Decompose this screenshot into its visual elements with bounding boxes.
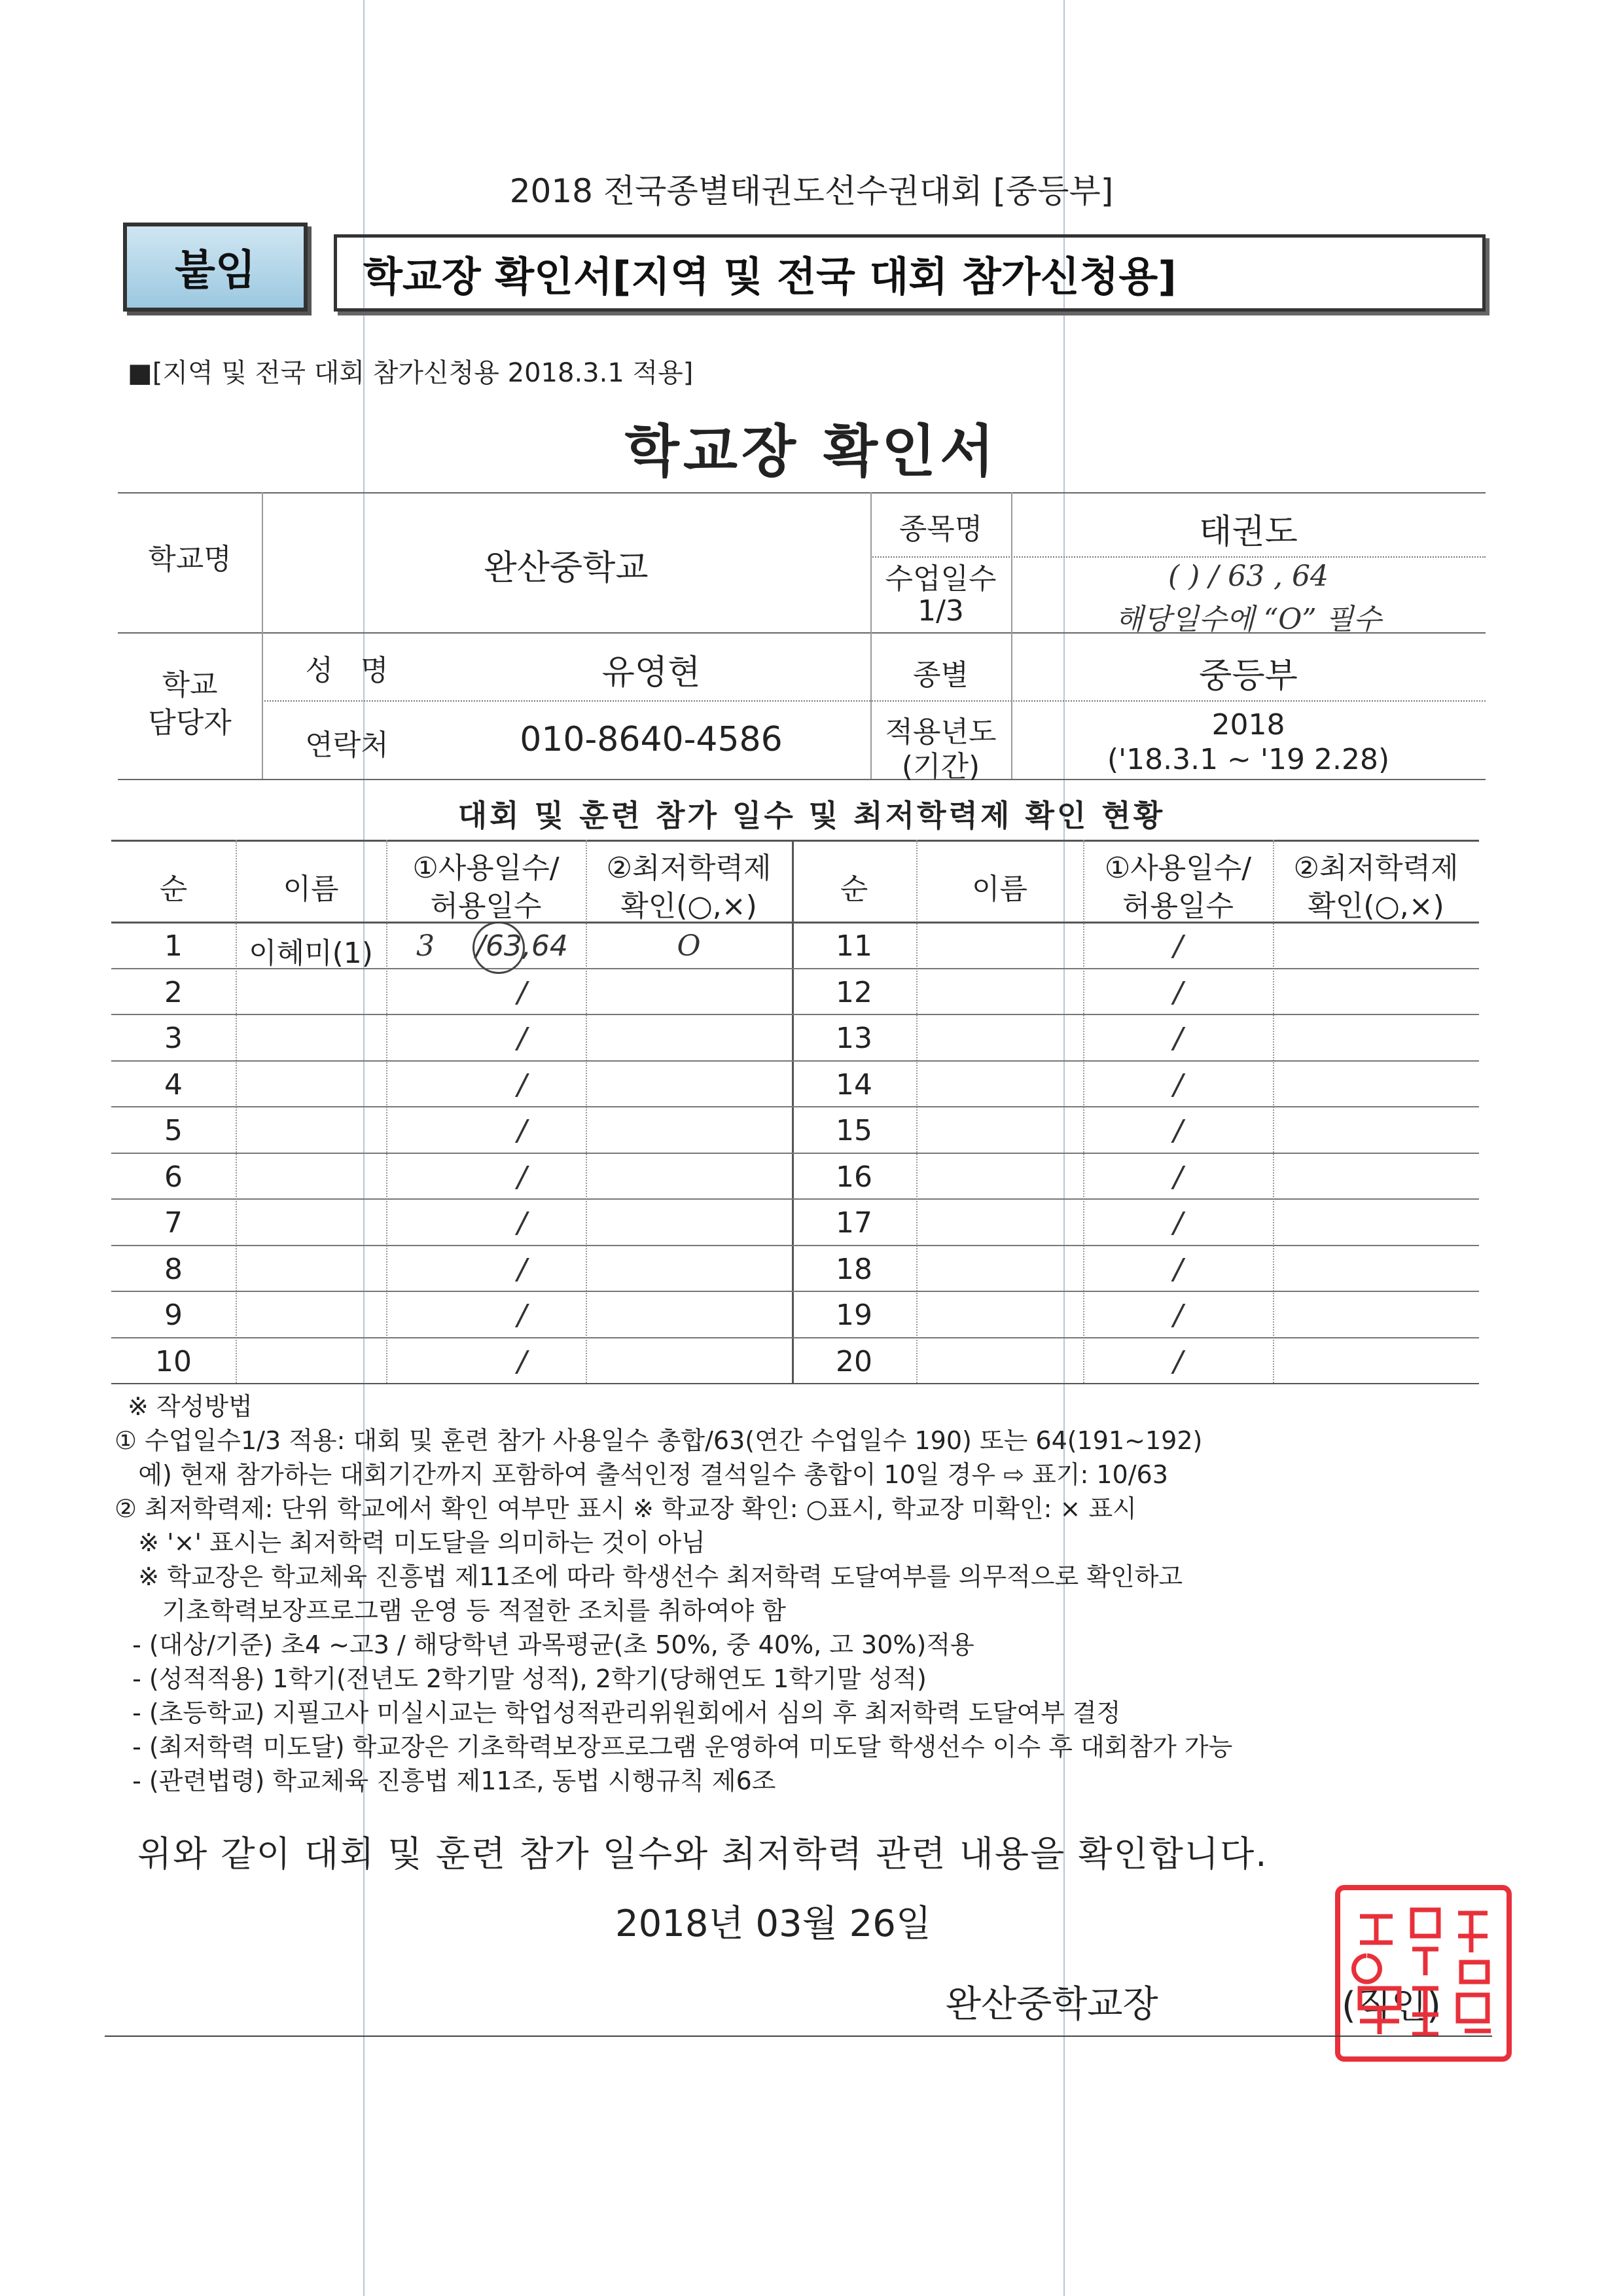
seal-pattern-icon: [1340, 1890, 1507, 2056]
row-number: 7: [164, 1206, 183, 1240]
note-line: ※ 학교장은 학교체육 진흥법 제11조에 따라 학생선수 최저학력 도달여부를 의무적으로 확인하고: [115, 1562, 1183, 1591]
min-grade-check: O: [677, 929, 701, 963]
row-number: 14: [836, 1068, 872, 1102]
col-no: 순: [159, 872, 188, 906]
row-number: 11: [836, 929, 872, 963]
note-line: - (최저학력 미도달) 학교장은 기초학력보장프로그램 운영하여 미도달 학생선수 이수 후 대회참가 가능: [124, 1732, 1233, 1761]
contact-value: 010-8640-4586: [520, 720, 783, 759]
sport-value: 태권도: [1199, 512, 1298, 552]
allowed-days: /: [1173, 1022, 1183, 1055]
allowed-days: /: [1173, 1114, 1183, 1147]
heading-text: 학교장 확인서[지역 및 전국 대회 참가신청용]: [363, 252, 1177, 300]
table-section-title: 대회 및 훈련 참가 일수 및 최저학력제 확인 현황: [457, 798, 1166, 833]
allowed-days: /: [517, 1160, 527, 1194]
name-value: 유영현: [601, 653, 701, 692]
school-label: 학교명: [148, 543, 232, 576]
year-label: 적용년도: [885, 715, 997, 749]
row-divider: [111, 1198, 1479, 1200]
col-days-right-2: 허용일수: [1122, 889, 1234, 923]
division-label: 종별: [912, 658, 969, 692]
days-label: 수업일수: [885, 562, 997, 596]
row-number: 12: [836, 976, 872, 1009]
student-name: 이혜미(1): [249, 937, 373, 970]
allowed-days: /: [1173, 1206, 1183, 1240]
sport-label: 종목명: [899, 512, 983, 546]
division-value: 중등부: [1199, 656, 1298, 696]
col-no-right: 순: [840, 872, 868, 906]
note-line: ② 최저학력제: 단위 학교에서 확인 여부만 표시 ※ 학교장 확인: ○표시, 학교장 미확인: × 표시: [115, 1494, 1137, 1523]
row-divider: [111, 1060, 1479, 1062]
row-divider: [111, 1291, 1479, 1292]
row-number: 4: [164, 1068, 183, 1102]
allowed-days: /63,64: [476, 929, 568, 963]
days-value: ( ) / 63 , 64: [1168, 560, 1329, 593]
col-check-right-2: 확인(○,×): [1308, 889, 1444, 923]
row-divider: [111, 1014, 1479, 1015]
event-title: 2018 전국종별태권도선수권대회 [중등부]: [509, 172, 1114, 210]
staff-label-2: 담당자: [148, 706, 232, 740]
note-line: - (관련법령) 학교체육 진흥법 제11조, 동법 시행규칙 제6조: [124, 1767, 776, 1795]
document-title: 학교장 확인서: [624, 419, 999, 484]
school-value: 완산중학교: [484, 548, 649, 588]
allowed-days: /: [517, 1068, 527, 1102]
row-number: 2: [164, 976, 183, 1009]
year-period: ('18.3.1 ~ '19 2.28): [1107, 743, 1390, 776]
allowed-days: /: [517, 976, 527, 1009]
row-number: 3: [164, 1022, 183, 1055]
allowed-days: /: [1173, 929, 1183, 963]
col-name-right: 이름: [971, 872, 1027, 906]
circle-mark-icon: [473, 922, 525, 974]
name-label: 성 명: [305, 654, 389, 687]
note-line: - (성적적용) 1학기(전년도 2학기말 성적), 2학기(당해연도 1학기말 성적): [124, 1664, 927, 1693]
days-note: 해당일수에 “O” 필수: [1115, 603, 1382, 636]
staff-label: 학교: [162, 668, 218, 702]
principal-name: 완산중학교장: [946, 1983, 1158, 2026]
col-days-right: ①사용일수/: [1104, 852, 1252, 885]
days-label-ratio: 1/3: [918, 594, 964, 628]
row-number: 15: [836, 1114, 872, 1147]
confirm-text: 위와 같이 대회 및 훈련 참가 일수와 최저학력 관련 내용을 확인합니다.: [137, 1833, 1268, 1874]
allowed-days: /: [1173, 1299, 1183, 1332]
note-line: ※ '×' 표시는 최저학력 미도달을 의미하는 것이 아님: [115, 1528, 705, 1557]
row-divider: [111, 1153, 1479, 1154]
row-number: 8: [164, 1253, 183, 1286]
note-line: - (초등학교) 지필고사 미실시교는 학업성적관리위원회에서 심의 후 최저학력 도달여부 결정: [124, 1698, 1121, 1727]
row-number: 9: [164, 1299, 183, 1332]
row-divider: [111, 1245, 1479, 1246]
col-days-2: 허용일수: [430, 889, 542, 923]
used-days: 3: [416, 929, 435, 963]
note-heading: ※ 작성방법: [128, 1392, 253, 1421]
allowed-days: /: [1173, 1345, 1183, 1378]
note-line: - (대상/기준) 초4 ~고3 / 해당학년 과목평균(초 50%, 중 40%, 고 30%)적용: [124, 1630, 974, 1659]
allowed-days: /: [1173, 1160, 1183, 1194]
row-number: 6: [164, 1160, 183, 1194]
row-divider: [111, 1337, 1479, 1338]
col-name: 이름: [283, 872, 339, 906]
allowed-days: /: [517, 1253, 527, 1286]
row-number: 20: [836, 1345, 872, 1378]
row-number: 17: [836, 1206, 872, 1240]
allowed-days: /: [517, 1299, 527, 1332]
allowed-days: /: [517, 1022, 527, 1055]
note-line: 예) 현재 참가하는 대회기간까지 포함하여 출석인정 결석일수 총합이 10일 경우 ⇨ 표기: 10/63: [115, 1460, 1168, 1489]
attach-label: 붙임: [123, 223, 308, 312]
row-number: 1: [164, 929, 183, 963]
col-check: ②최저학력제: [606, 852, 772, 885]
row-number: 10: [155, 1345, 192, 1378]
confirm-date: 2018년 03월 26일: [615, 1903, 931, 1945]
row-number: 13: [836, 1022, 872, 1055]
heading-box: [334, 234, 1486, 312]
application-note: ■[지역 및 전국 대회 참가신청용 2018.3.1 적용]: [128, 358, 694, 388]
col-check-right: ②최저학력제: [1293, 852, 1459, 885]
row-number: 16: [836, 1160, 872, 1194]
scan-artifact-line: [1063, 0, 1065, 2296]
seal-label: (직인): [1342, 1984, 1441, 2027]
contact-label: 연락처: [305, 728, 389, 762]
scan-artifact-line: [363, 0, 365, 2296]
note-line: 기초학력보장프로그램 운영 등 적절한 조치를 취하여야 함: [115, 1596, 786, 1625]
row-number: 19: [836, 1299, 872, 1332]
allowed-days: /: [1173, 976, 1183, 1009]
row-number: 5: [164, 1114, 183, 1147]
year-label-2: (기간): [901, 750, 980, 783]
allowed-days: /: [1173, 1253, 1183, 1286]
allowed-days: /: [517, 1345, 527, 1378]
year-value: 2018: [1211, 708, 1285, 742]
allowed-days: /: [1173, 1068, 1183, 1102]
row-number: 18: [836, 1253, 872, 1286]
note-line: ① 수업일수1/3 적용: 대회 및 훈련 참가 사용일수 총합/63(연간 수업일수 190) 또는 64(191~192): [115, 1426, 1203, 1455]
allowed-days: /: [517, 1206, 527, 1240]
allowed-days: /: [517, 1114, 527, 1147]
col-check-2: 확인(○,×): [620, 889, 757, 923]
row-divider: [111, 1106, 1479, 1107]
col-days: ①사용일수/: [412, 852, 560, 885]
